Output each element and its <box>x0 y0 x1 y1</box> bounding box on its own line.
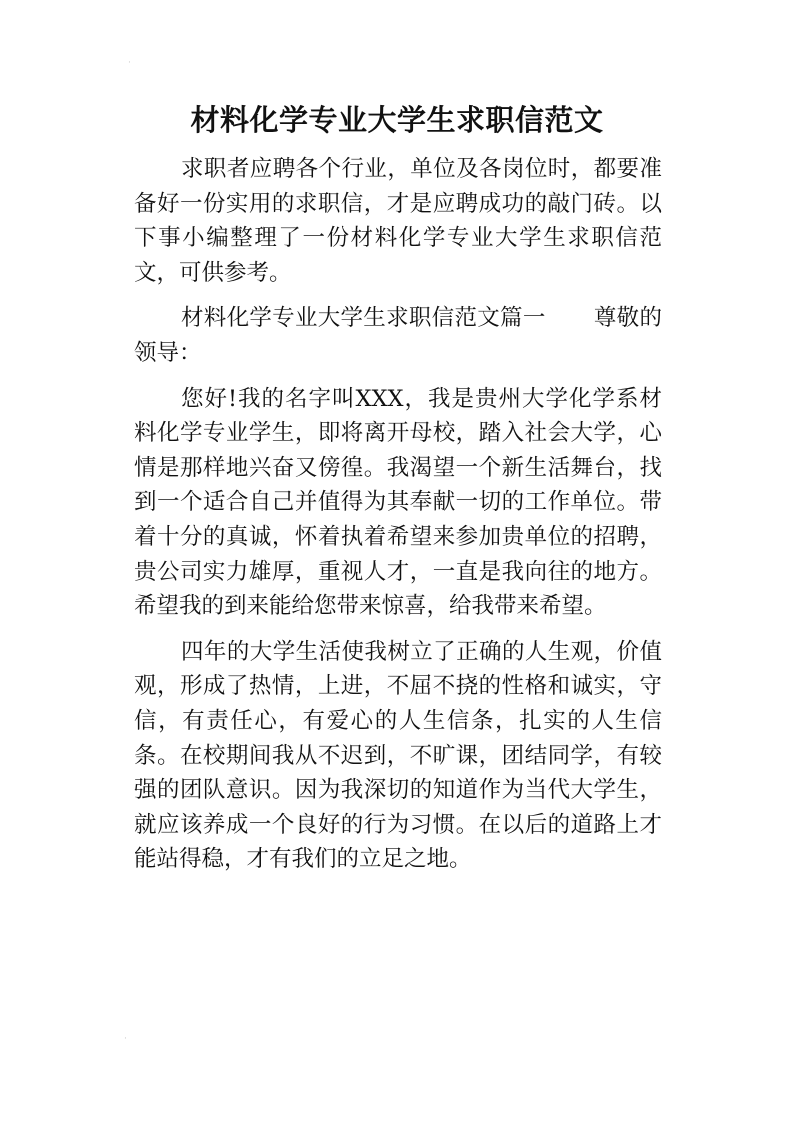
letter-heading: 材料化学专业大学生求职信范文篇一 <box>181 305 546 332</box>
letter-greeting: 尊敬的领导： <box>134 305 662 366</box>
corner-mark: · <box>128 58 131 68</box>
document-body <box>134 152 662 877</box>
body-paragraph: 您好!我的名字叫XXX，我是贵州大学化学系材料化学专业学生，即将离开母校，踏入社会大学，心情是那样地兴奋又傍徨。我渴望一个新生活舞台，找到一个适合自己并值得为其奉献一切的工作单位。带着十分的真诚，怀着执着希望来参加贵单位的招聘，贵公司实力雄厚，重视人才，一直是我向往的地方。希望我的到来能给您带来惊喜，给我带来希望。 <box>134 385 662 620</box>
letter-heading-paragraph <box>134 301 662 370</box>
intro-paragraph: 求职者应聘各个行业，单位及各岗位时，都要准备好一份实用的求职信，才是应聘成功的敲门砖。以下事小编整理了一份材料化学专业大学生求职信范文，可供参考。 <box>134 156 662 286</box>
corner-mark: · <box>124 1034 127 1044</box>
document-title: 材料化学专业大学生求职信范文 <box>190 103 604 137</box>
body-paragraph: 四年的大学生活使我树立了正确的人生观，价值观，形成了热情，上进，不屈不挠的性格和诚实，守信，有责任心，有爱心的人生信条，扎实的人生信条。在校期间我从不迟到，不旷课，团结同学，有较强的团队意识。因为我深切的知道作为当代大学生，就应该养成一个良好的行为习惯。在以后的道路上才能站得稳，才有我们的立足之地。 <box>134 638 662 873</box>
